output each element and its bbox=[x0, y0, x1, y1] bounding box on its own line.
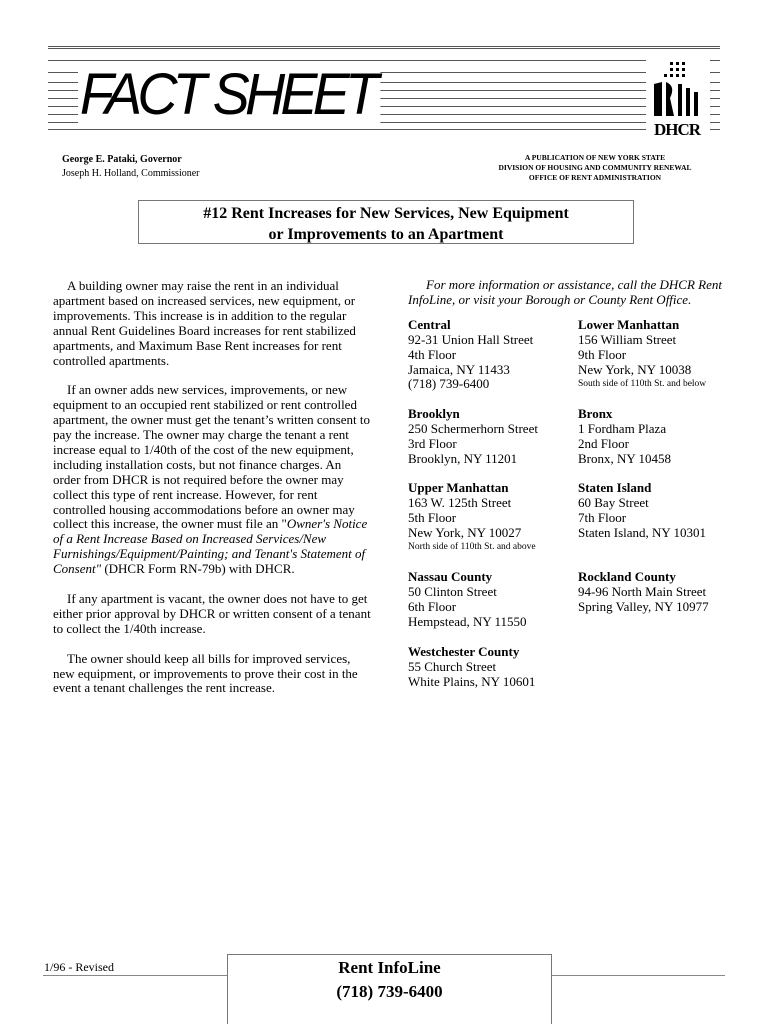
infoline-phone: (718) 739-6400 bbox=[336, 982, 443, 1001]
office-line: 9th Floor bbox=[578, 346, 627, 362]
office-name: Central bbox=[408, 316, 451, 332]
office-name: Upper Manhattan bbox=[408, 479, 509, 495]
office-staten-island bbox=[578, 481, 706, 541]
office-nassau-county bbox=[408, 570, 527, 630]
office-bronx bbox=[578, 407, 671, 467]
office-line: 3rd Floor bbox=[408, 435, 457, 451]
office-central bbox=[408, 318, 533, 393]
contact-intro: For more information or assistance, call the DHCR Rent InfoLine, or visit your Borough or County Rent Office. bbox=[408, 277, 722, 307]
infoline-title: Rent InfoLine bbox=[338, 958, 441, 977]
office-name: Westchester County bbox=[408, 643, 520, 659]
office-rockland-county bbox=[578, 570, 709, 615]
commissioner: Joseph H. Holland, Commissioner bbox=[62, 168, 200, 179]
paragraph-3: If any apartment is vacant, the owner does not have to get either prior approval by DHCR or written consent of a tenant to collect the 1/40th increase. bbox=[53, 591, 371, 636]
officials bbox=[62, 153, 200, 181]
office-line: 4th Floor bbox=[408, 346, 457, 362]
office-name: Lower Manhattan bbox=[578, 316, 680, 332]
title-line-1: #12 Rent Increases for New Services, New Equipment bbox=[203, 205, 569, 222]
office-note: North side of 110th St. and above bbox=[408, 542, 536, 553]
paragraph-1: A building owner may raise the rent in an individual apartment based on increased services, new equipment, or improvements. This increase is in addition to the regular annual Rent Guidelines Board increases for rent stabilized apartments, and Maximum Base Rent increases for rent controlled apartments. bbox=[53, 278, 356, 368]
office-line: Brooklyn, NY 11201 bbox=[408, 450, 518, 466]
office-lower-manhattan bbox=[578, 318, 706, 392]
paragraph-4: The owner should keep all bills for improved services, new equipment, or improvements to prove their cost in the event a tenant challenges the rent increase. bbox=[53, 650, 358, 696]
office-name: Nassau County bbox=[408, 568, 493, 584]
office-phone: (718) 739-6400 bbox=[408, 376, 490, 392]
office-name: Staten Island bbox=[578, 479, 652, 495]
office-line: 5th Floor bbox=[408, 509, 457, 525]
logo-text: DHCR bbox=[654, 120, 701, 139]
office-line: Jamaica, NY 11433 bbox=[408, 361, 510, 377]
office-line: New York, NY 10038 bbox=[578, 361, 692, 377]
office-brooklyn bbox=[408, 407, 538, 467]
publication-line: DIVISION OF HOUSING AND COMMUNITY RENEWAL bbox=[498, 163, 692, 172]
paragraph-2-start: If an owner adds new services, improvements, or new equipment to an occupied rent stabilized or rent controlled apartment, the owner must get the tenant’s written consent to pay the increase. The owner may charge the tenant a rent increase equal to 1/40th of the cost of the new equipment, including installation costs, but not finance charges. An order from DHCR is not required before the owner may collect this type of rent increase. However, for rent controlled housing accommodations before an owner may collect this increase, the owner must file an " bbox=[53, 382, 370, 532]
office-line: 6th Floor bbox=[408, 598, 457, 614]
office-line: 60 Bay Street bbox=[578, 494, 649, 510]
office-line: 50 Clinton Street bbox=[408, 583, 497, 599]
office-line: 2nd Floor bbox=[578, 435, 629, 451]
page-title: FACT SHEET bbox=[78, 66, 380, 124]
revision-date: 1/96 - Revised bbox=[44, 960, 114, 974]
title-line-2: or Improvements to an Apartment bbox=[268, 226, 504, 243]
office-line: Bronx, NY 10458 bbox=[578, 450, 672, 466]
form-title: Owner's Notice of a Rent Increase Based on Increased Services/New Furnishings/Equipment/Painting; and Tenant's Statement of Consent" bbox=[53, 516, 368, 577]
office-line: White Plains, NY 10601 bbox=[408, 673, 536, 689]
publication-info bbox=[480, 153, 710, 183]
publication-line: OFFICE OF RENT ADMINISTRATION bbox=[528, 173, 662, 182]
office-directory bbox=[408, 277, 728, 689]
office-name: Rockland County bbox=[578, 568, 676, 584]
office-line: Spring Valley, NY 10977 bbox=[578, 598, 709, 614]
office-note: South side of 110th St. and below bbox=[578, 379, 707, 390]
office-name: Brooklyn bbox=[408, 405, 460, 421]
governor: George E. Pataki, Governor bbox=[62, 154, 182, 165]
office-upper-manhattan bbox=[408, 481, 536, 555]
office-line: 156 William Street bbox=[578, 331, 677, 347]
office-name: Bronx bbox=[578, 405, 613, 421]
office-westchester-county bbox=[408, 645, 535, 690]
publication-line: A PUBLICATION OF NEW YORK STATE bbox=[524, 153, 666, 162]
office-line: Staten Island, NY 10301 bbox=[578, 524, 707, 540]
paragraph-2-end: (DHCR Form RN-79b) with DHCR. bbox=[101, 561, 295, 577]
paragraph-2 bbox=[53, 383, 371, 577]
office-line: 7th Floor bbox=[578, 509, 627, 525]
fact-sheet-title-box bbox=[138, 200, 634, 244]
infoline-box bbox=[227, 954, 552, 1024]
office-line: Hempstead, NY 11550 bbox=[408, 613, 527, 629]
body-text-column bbox=[53, 279, 371, 711]
office-line: 55 Church Street bbox=[408, 658, 497, 674]
office-line: 94-96 North Main Street bbox=[578, 583, 707, 599]
office-line: 250 Schermerhorn Street bbox=[408, 420, 538, 436]
office-line: New York, NY 10027 bbox=[408, 524, 522, 540]
office-line: 1 Fordham Plaza bbox=[578, 420, 667, 436]
office-line: 92-31 Union Hall Street bbox=[408, 331, 534, 347]
office-line: 163 W. 125th Street bbox=[408, 494, 512, 510]
